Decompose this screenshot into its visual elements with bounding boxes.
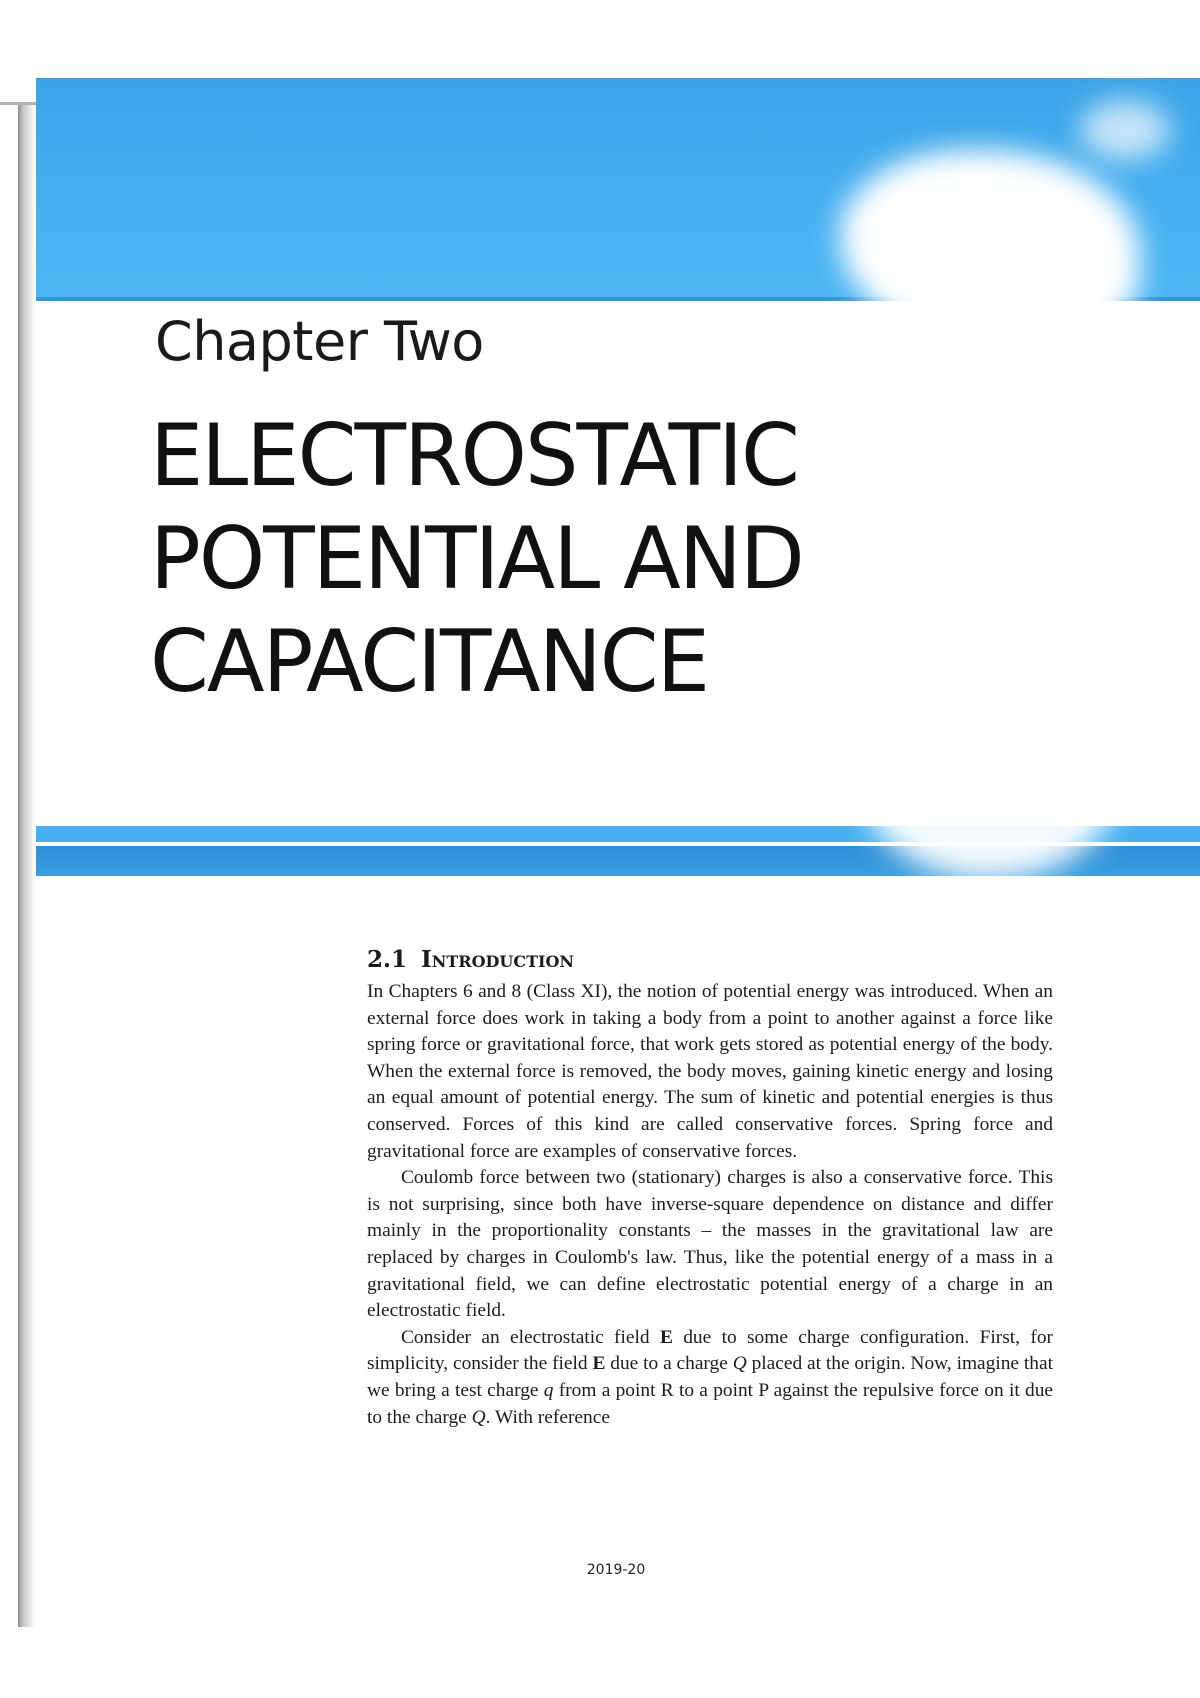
paragraph: In Chapters 6 and 8 (Class XI), the notion of potential energy was introduced. When an external force does work in taking a body from a point to another against a force like spring force or gravitational force, that work gets stored as potential energy of the body. When the external force is removed, the body moves, gaining kinetic energy and losing an equal amount of potential energy. The sum of kinetic and potential energies is thus conserved. Forces of this kind are called conservative forces. Spring force and gravitational force are examples of conservative forces. bbox=[367, 981, 1053, 1162]
page-footer-year: 2019-20 bbox=[586, 1562, 646, 1578]
charge-symbol: Q bbox=[732, 1353, 747, 1375]
paragraph bbox=[367, 1325, 1053, 1431]
chapter-title-line: POTENTIAL AND bbox=[150, 509, 803, 609]
section-number: 2.1 bbox=[367, 946, 408, 973]
text-run: . With reference bbox=[485, 1406, 610, 1428]
charge-symbol: Q bbox=[471, 1406, 486, 1428]
paragraph: Coulomb force between two (stationary) charges is also a conservative force. This is not surprising, since both have inverse-square dependence on distance and differ mainly in the proportionality constants – the masses in the gravitational law are replaced by charges in Coulomb's law. Thus, like the potential energy of a mass in a gravitational field, we can define electrostatic potential energy of a charge in an electrostatic field. bbox=[367, 1167, 1053, 1322]
section-heading bbox=[367, 946, 1053, 973]
text-run: Consider an electrostatic field bbox=[401, 1326, 660, 1348]
page-edge bbox=[18, 93, 36, 1627]
section-introduction bbox=[367, 946, 1053, 1431]
cloud-decoration bbox=[860, 680, 1120, 880]
text-run: placed at the origin. Now, imagine that we bring a test charge bbox=[367, 1353, 1053, 1401]
chapter-label: Chapter Two bbox=[155, 310, 484, 373]
text-run: due to a charge bbox=[605, 1353, 733, 1375]
vector-symbol: E bbox=[592, 1353, 606, 1375]
text-run: due to some charge configuration. First, for simplicity, consider the field bbox=[367, 1326, 1053, 1375]
chapter-title-line: CAPACITANCE bbox=[150, 612, 709, 712]
chapter-title-line: ELECTROSTATIC bbox=[150, 406, 798, 506]
section-title: Introduction bbox=[421, 946, 575, 973]
cloud-decoration bbox=[800, 330, 1160, 510]
chapter-title bbox=[150, 405, 803, 714]
cloud-decoration bbox=[1080, 100, 1170, 160]
text-run: from a point R to a point P against the repulsive force on it due to the charge bbox=[367, 1379, 1053, 1428]
charge-symbol: q bbox=[543, 1379, 554, 1401]
vector-symbol: E bbox=[659, 1326, 673, 1348]
